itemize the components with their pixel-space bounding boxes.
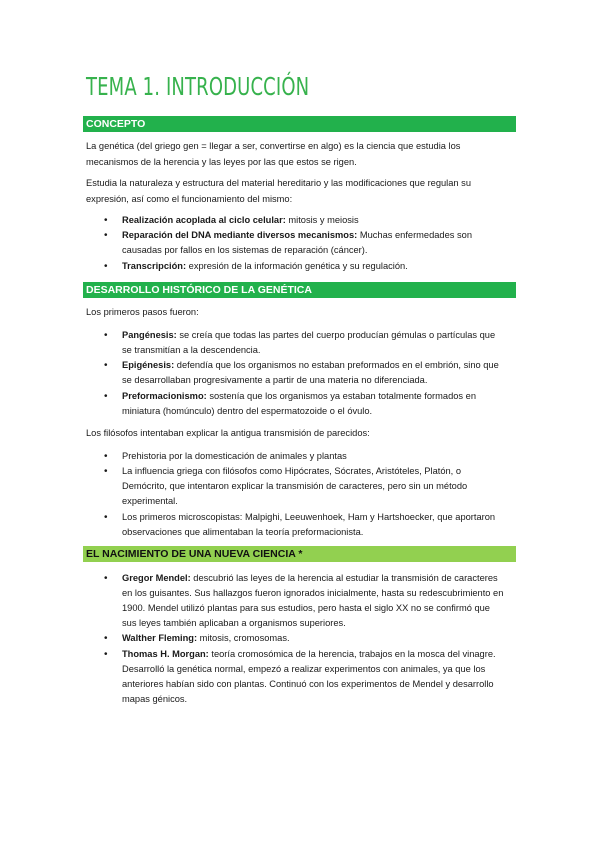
list-item-term: Preformacionismo:: [122, 390, 207, 401]
list-item: [86, 464, 506, 509]
bullet-icon: •: [104, 648, 108, 660]
list-item-text: descubrió las leyes de la herencia al estudiar la transmisión de caracteres en los guisantes. Sus hallazgos fueron ignorados inicialmente, hasta su redescubrimiento en 1900. Mendel utilizó plantas para sus estudios, pero hasta el siglo XX no se confirmó que sus leyes también aplicaban a organismos superiores.: [122, 573, 504, 628]
list-item: [86, 449, 506, 464]
list-item-text: se creía que todas las partes del cuerpo producían gémulas o partículas que se transmitían a la descendencia.: [122, 330, 496, 355]
bullet-icon: •: [104, 330, 108, 341]
list-item: [86, 389, 506, 419]
bullet-icon: •: [104, 230, 108, 242]
list-item-text: mitosis y meiosis: [285, 215, 359, 225]
bullet-icon: •: [104, 451, 108, 462]
section-heading-concepto: CONCEPTO: [83, 116, 516, 132]
list-item: [86, 647, 506, 707]
list-item-term: Pangénesis:: [122, 330, 177, 340]
list-item: [86, 228, 506, 258]
list-item-text: La influencia griega con filósofos como Hipócrates, Sócrates, Aristóteles, Platón, o Demócrito, que intentaron explicar la transmisión de caracteres, pero sin un método experimental.: [122, 466, 468, 507]
list-item: [86, 358, 506, 388]
bullet-list: [86, 449, 506, 540]
list-item-term: Thomas H. Morgan:: [122, 648, 209, 659]
list-item: [86, 510, 506, 540]
paragraph: Estudia la naturaleza y estructura del material hereditario y las modificaciones que regulan su expresión, así como el funcionamiento del mismo:: [86, 178, 471, 204]
list-item-term: Transcripción:: [122, 260, 187, 271]
list-item-term: Walther Fleming:: [122, 633, 198, 644]
list-item: [86, 631, 506, 646]
paragraph: Los primeros pasos fueron:: [86, 307, 199, 317]
section-heading-nacimiento: EL NACIMIENTO DE UNA NUEVA CIENCIA *: [83, 546, 516, 562]
bullet-list: [86, 213, 506, 274]
list-item: [86, 571, 506, 631]
bullet-icon: •: [104, 215, 108, 226]
list-item-text: Muchas enfermedades son causadas por fallos en los sistemas de reparación (cáncer).: [122, 230, 472, 256]
bullet-icon: •: [104, 466, 108, 478]
bullet-list: [86, 328, 506, 419]
list-item-text: expresión de la información genética y su regulación.: [186, 260, 408, 271]
bullet-icon: •: [104, 260, 108, 272]
list-item-text: Prehistoria por la domesticación de animales y plantas: [122, 451, 347, 461]
paragraph: Los filósofos intentaban explicar la antigua transmisión de parecidos:: [86, 428, 370, 438]
list-item-term: Reparación del DNA mediante diversos mecanismos:: [122, 230, 358, 241]
list-item-text: mitosis, cromosomas.: [197, 633, 290, 644]
list-item-text: Los primeros microscopistas: Malpighi, Leeuwenhoek, Ham y Hartshoecker, que aportaron observaciones que alimentaban la teoría preformacionista.: [122, 511, 496, 537]
list-item: [86, 213, 506, 228]
bullet-list: [86, 571, 506, 707]
list-item-term: Realización acoplada al ciclo celular:: [122, 215, 286, 225]
bullet-icon: •: [104, 390, 108, 402]
list-item: [86, 328, 506, 358]
list-item-text: defendía que los organismos no estaban preformados en el embrión, sino que se desarrollaban progresivamente a partir de una materia no diferenciada.: [122, 360, 499, 386]
section-heading-desarrollo: DESARROLLO HISTÓRICO DE LA GENÉTICA: [83, 282, 516, 298]
bullet-icon: •: [104, 633, 108, 645]
bullet-icon: •: [104, 511, 108, 523]
page-title: TEMA 1. INTRODUCCIÓN: [86, 72, 310, 101]
list-item-text: teoría cromosómica de la herencia, trabajos en la mosca del vinagre. Desarrolló la genética normal, empezó a realizar experimentos con animales, ya que los anteriores habían sido con plantas. Continuó con los experimentos de Mendel y desarrollo mapas génicos.: [122, 648, 496, 704]
list-item: [86, 259, 506, 274]
bullet-icon: •: [104, 360, 108, 372]
bullet-icon: •: [104, 573, 108, 584]
list-item-term: Epigénesis:: [122, 360, 175, 371]
list-item-term: Gregor Mendel:: [122, 573, 191, 583]
paragraph: La genética (del griego gen = llegar a ser, convertirse en algo) es la ciencia que estudia los mecanismos de la herencia y las leyes por las que estos se rigen.: [86, 141, 461, 167]
list-item-text: sostenía que los organismos ya estaban totalmente formados en miniatura (homúnculo) dentro del espermatozoide o el óvulo.: [122, 390, 476, 416]
